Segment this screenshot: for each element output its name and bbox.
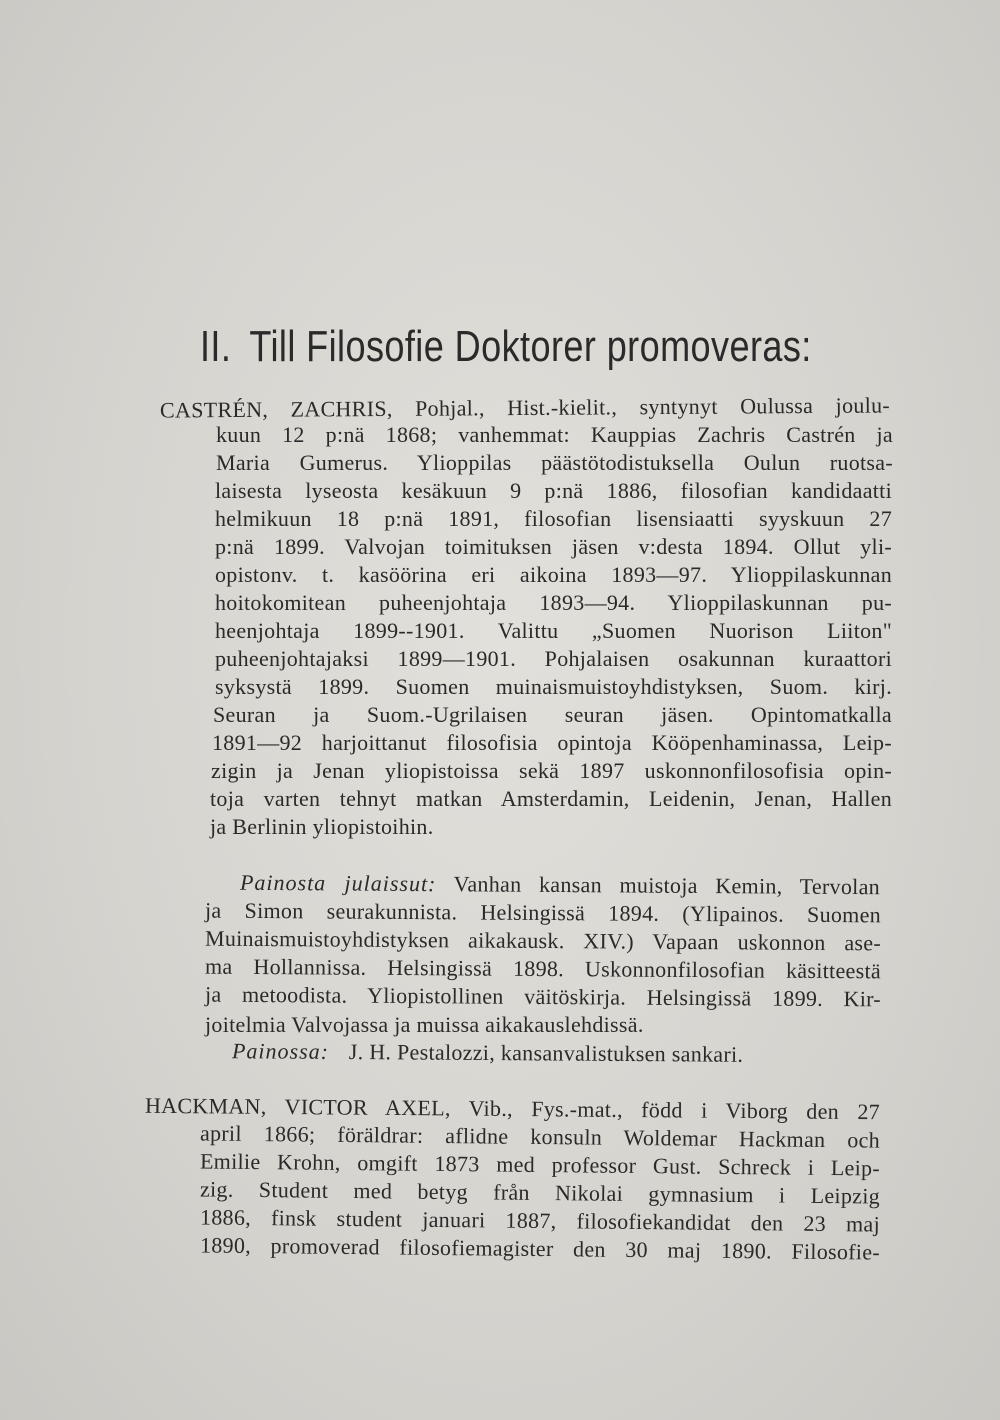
- section-title: Till Filosofie Doktorer promoveras:: [249, 322, 812, 371]
- in-press-line: [232, 1038, 743, 1068]
- section-number: II.: [200, 322, 232, 371]
- entry-line: Maria Gumerus. Ylioppilas päästötodistuksella Oulun ruotsa-: [216, 450, 893, 475]
- published-first-line: [240, 870, 880, 900]
- entry-line: Emilie Krohn, omgift 1873 med professor Gust. Schreck i Leip-: [199, 1148, 881, 1181]
- entry-line: p:nä 1899. Valvojan toimituksen jäsen v:desta 1894. Ollut yli-: [215, 534, 892, 559]
- entry-line: Vib., Fys.-mat., född i Viborg den 27: [468, 1095, 881, 1125]
- published-line: ja metoodista. Yliopistollinen väitöskirja. Helsingissä 1899. Kir-: [204, 981, 882, 1012]
- entry-line: ja Berlinin yliopistoihin.: [210, 814, 434, 839]
- entry-name: CASTRÉN, ZACHRIS,: [159, 395, 393, 423]
- entry-line: toja varten tehnyt matkan Amsterdamin, Leidenin, Jenan, Hallen: [210, 786, 892, 811]
- entry-line: syksystä 1899. Suomen muinaismuistoyhdistyksen, Suom. kirj.: [215, 674, 892, 699]
- in-press-label: Painossa:: [231, 1038, 330, 1064]
- entry-line: 1891—92 harjoittanut filosofisia opintoja Kööpenhaminassa, Leip-: [212, 730, 892, 755]
- published-label: Painosta julaissut:: [239, 869, 437, 897]
- entry-line: hoitokomitean puheenjohtaja 1893—94. Ylioppilaskunnan pu-: [215, 590, 892, 615]
- entry-line: kuun 12 p:nä 1868; vanhemmat: Kauppias Zachris Castrén ja: [216, 422, 893, 447]
- in-press-text: J. H. Pestalozzi, kansanvalistuksen sankari.: [348, 1039, 744, 1067]
- entry-line: zigin ja Jenan yliopistoissa sekä 1897 uskonnonfilosofisia opin-: [211, 758, 892, 783]
- entry-line: april 1866; föräldrar: aflidne konsuln Woldemar Hackman och: [199, 1120, 881, 1153]
- entry-line: 1886, finsk student januari 1887, filosofiekandidat den 23 maj: [199, 1204, 881, 1237]
- published-line: Vanhan kansan muistoja Kemin, Tervolan: [453, 871, 881, 900]
- entry-first-line: [160, 392, 890, 423]
- entry-line: Pohjal., Hist.-kielit., syntynyt Oulussa joulu-: [415, 392, 891, 421]
- entry-line: puheenjohtajaksi 1899—1901. Pohjalaisen osakunnan kuraattori: [215, 646, 892, 671]
- entry-line: Seuran ja Suom.-Ugrilaisen seuran jäsen. Opintomatkalla: [213, 702, 892, 727]
- entry-line: 1890, promoverad filosofiemagister den 30 maj 1890. Filosofie-: [199, 1232, 881, 1265]
- entry-line: opistonv. t. kasöörina eri aikoina 1893—97. Ylioppilaskunnan: [215, 562, 892, 587]
- published-line: ma Hollannissa. Helsingissä 1898. Uskonnonfilosofian käsitteestä: [204, 953, 882, 984]
- published-line: ja Simon seurakunnista. Helsingissä 1894. (Ylipainos. Suomen: [204, 897, 882, 928]
- entry-line: laisesta lyseosta kesäkuun 9 p:nä 1886, filosofian kandidaatti: [215, 478, 892, 503]
- entry-name: HACKMAN, VICTOR AXEL,: [144, 1092, 451, 1121]
- published-line: Muinaismuistoyhdistyksen aikakausk. XIV.) Vapaan uskonnon ase-: [204, 925, 882, 956]
- entry-line: helmikuun 18 p:nä 1891, filosofian lisensiaatti syyskuun 27: [215, 506, 892, 531]
- published-line: joitelmia Valvojassa ja muissa aikakauslehdissä.: [205, 1012, 644, 1037]
- entry-line: zig. Student med betyg från Nikolai gymnasium i Leipzig: [199, 1176, 881, 1209]
- entry-line: heenjohtaja 1899--1901. Valittu „Suomen Nuorison Liiton": [215, 618, 892, 643]
